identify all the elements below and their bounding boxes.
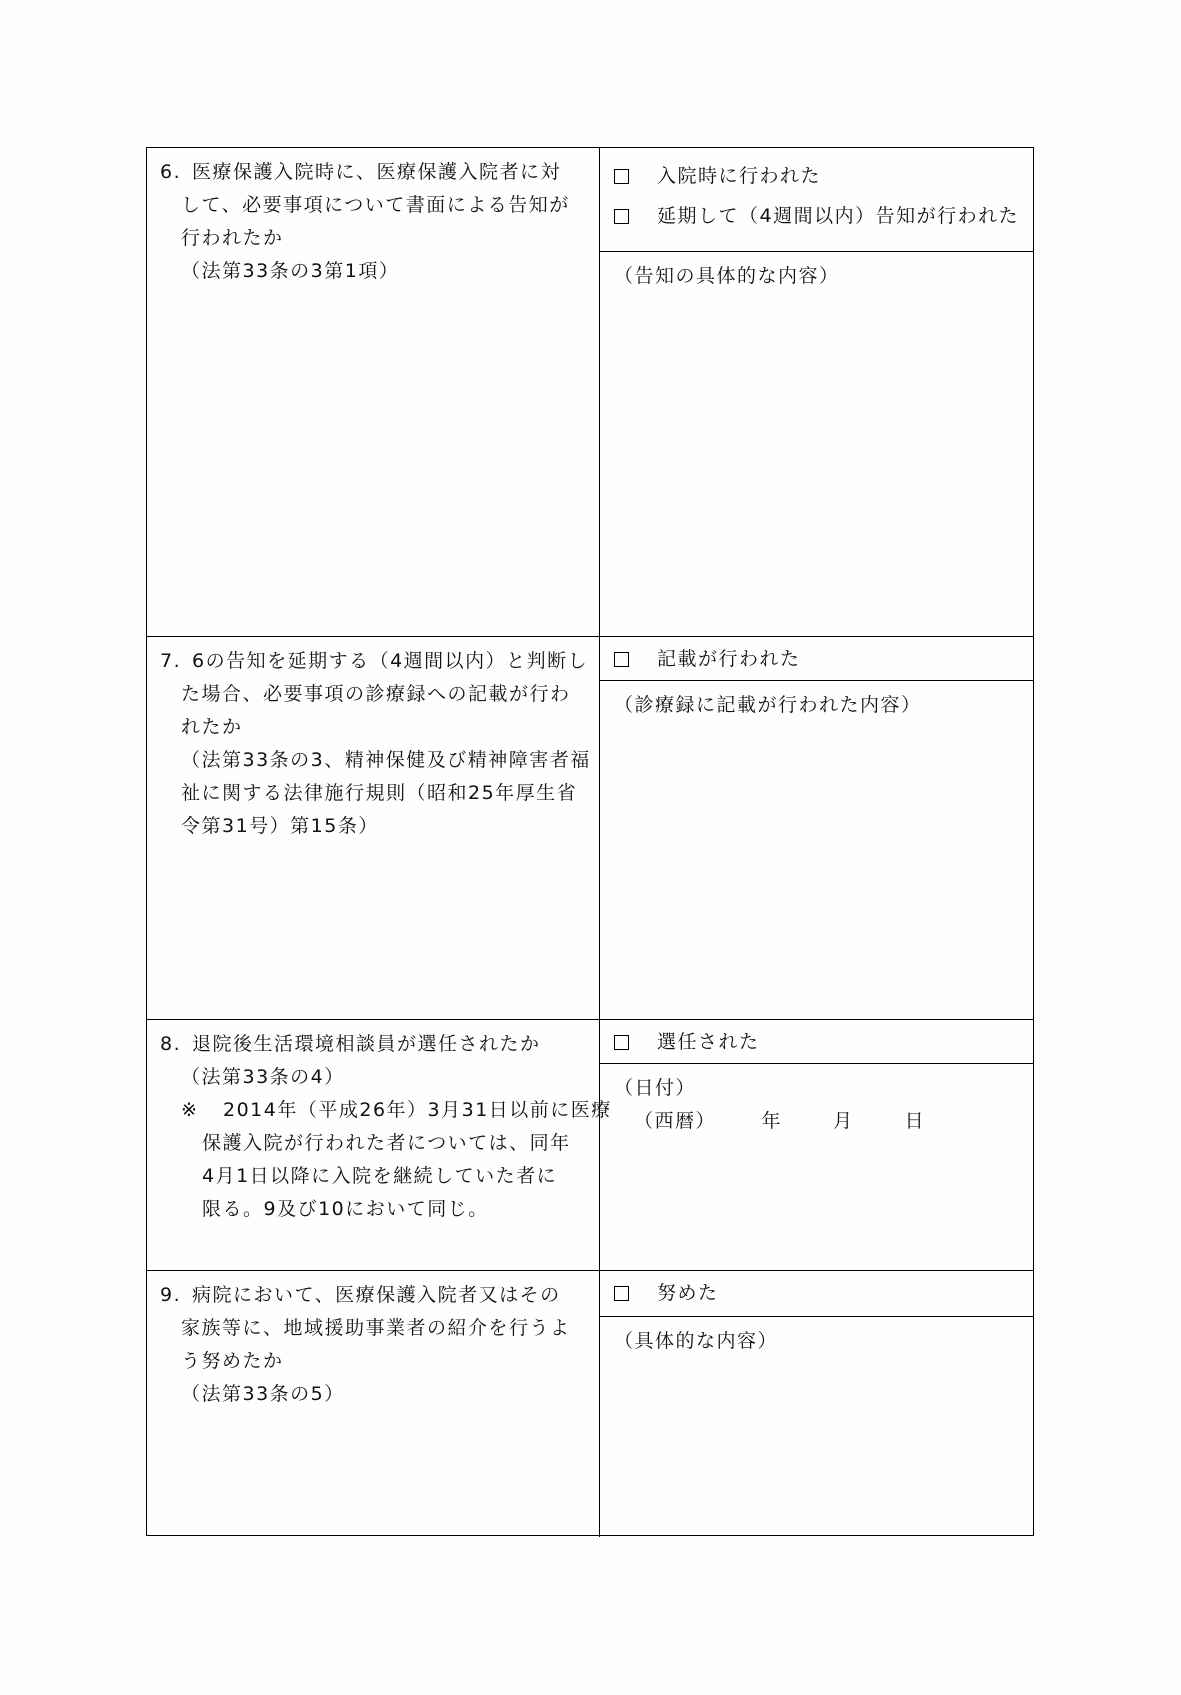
check-area-9 (600, 1271, 1033, 1317)
note-line: ※ 2014年（平成26年）3月31日以前に医療 (160, 1094, 591, 1127)
answer-cell-7 (600, 637, 1033, 1019)
detail-area-8[interactable] (600, 1064, 1033, 1270)
check-area-8 (600, 1020, 1033, 1064)
legal-reference: （法第33条の3、精神保健及び精神障害者福 (181, 749, 591, 771)
answer-cell-6 (600, 148, 1033, 636)
check-option[interactable] (614, 639, 1023, 679)
question-line: 家族等に、地域援助事業者の紹介を行うよ (181, 1317, 571, 1339)
date-field[interactable] (614, 1105, 1023, 1138)
checklist-row-6 (147, 148, 1033, 637)
question-line: して、必要事項について書面による告知が (181, 194, 570, 216)
detail-label: （診療録に記載が行われた内容） (614, 694, 922, 716)
checkbox-icon[interactable] (614, 1286, 629, 1301)
note-line: 4月1日以降に入院を継続していた者に (202, 1165, 558, 1187)
question-line: れたか (181, 716, 243, 738)
checkbox-icon[interactable] (614, 169, 629, 184)
check-option[interactable] (614, 1022, 1023, 1062)
note-mark: ※ (181, 1099, 199, 1121)
date-era-label: （西暦） (634, 1110, 717, 1132)
checkbox-icon[interactable] (614, 209, 629, 224)
question-cell-7 (147, 637, 600, 1019)
check-label: 努めた (657, 1282, 719, 1304)
question-cell-8 (147, 1020, 612, 1270)
question-line: 9. 病院において、医療保護入院者又はその (160, 1279, 591, 1312)
detail-area-9[interactable] (600, 1317, 1033, 1537)
question-line: 行われたか (181, 227, 284, 249)
date-day-label: 日 (904, 1110, 926, 1132)
legal-reference: 令第31号）第15条） (181, 815, 379, 837)
checklist-table (146, 147, 1034, 1536)
answer-cell-9 (600, 1271, 1033, 1537)
check-option[interactable] (614, 156, 1023, 196)
question-line: た場合、必要事項の診療録への記載が行わ (181, 683, 571, 705)
detail-label: （具体的な内容） (614, 1330, 779, 1352)
check-option[interactable] (614, 196, 1023, 236)
legal-reference: （法第33条の4） (181, 1066, 345, 1088)
question-cell-6 (147, 148, 600, 636)
legal-reference: 祉に関する法律施行規則（昭和25年厚生省 (181, 782, 578, 804)
check-label: 記載が行われた (657, 648, 801, 670)
checklist-row-9 (147, 1271, 1033, 1537)
check-label: 選任された (657, 1031, 760, 1053)
check-option[interactable] (614, 1273, 1023, 1313)
question-number: 7. (160, 650, 182, 672)
check-area-6 (600, 148, 1033, 252)
checklist-row-8 (147, 1020, 1033, 1271)
date-year-label: 年 (761, 1110, 783, 1132)
question-cell-9 (147, 1271, 600, 1537)
question-line: 6. 医療保護入院時に、医療保護入院者に対 (160, 156, 591, 189)
question-number: 9. (160, 1284, 182, 1306)
detail-label: （日付） (614, 1077, 697, 1099)
check-label: 入院時に行われた (657, 165, 822, 187)
date-month-label: 月 (833, 1110, 854, 1132)
detail-label: （告知の具体的な内容） (614, 265, 840, 287)
note-line: 限る。9及び10において同じ。 (202, 1198, 489, 1220)
question-line: う努めたか (181, 1350, 284, 1372)
question-line: 8. 退院後生活環境相談員が選任されたか (160, 1028, 591, 1061)
detail-area-7[interactable] (600, 681, 1033, 1019)
legal-reference: （法第33条の3第1項） (181, 260, 400, 282)
question-number: 8. (160, 1033, 182, 1055)
checkbox-icon[interactable] (614, 652, 629, 667)
detail-area-6[interactable] (600, 252, 1033, 636)
question-number: 6. (160, 161, 182, 183)
note-line: 保護入院が行われた者については、同年 (202, 1132, 571, 1154)
question-line: 7. 6の告知を延期する（4週間以内）と判断し (160, 645, 591, 678)
legal-reference: （法第33条の5） (181, 1383, 345, 1405)
checklist-row-7 (147, 637, 1033, 1020)
checkbox-icon[interactable] (614, 1035, 629, 1050)
check-area-7 (600, 637, 1033, 681)
check-label: 延期して（4週間以内）告知が行われた (657, 205, 1020, 227)
answer-cell-8 (600, 1020, 1033, 1270)
